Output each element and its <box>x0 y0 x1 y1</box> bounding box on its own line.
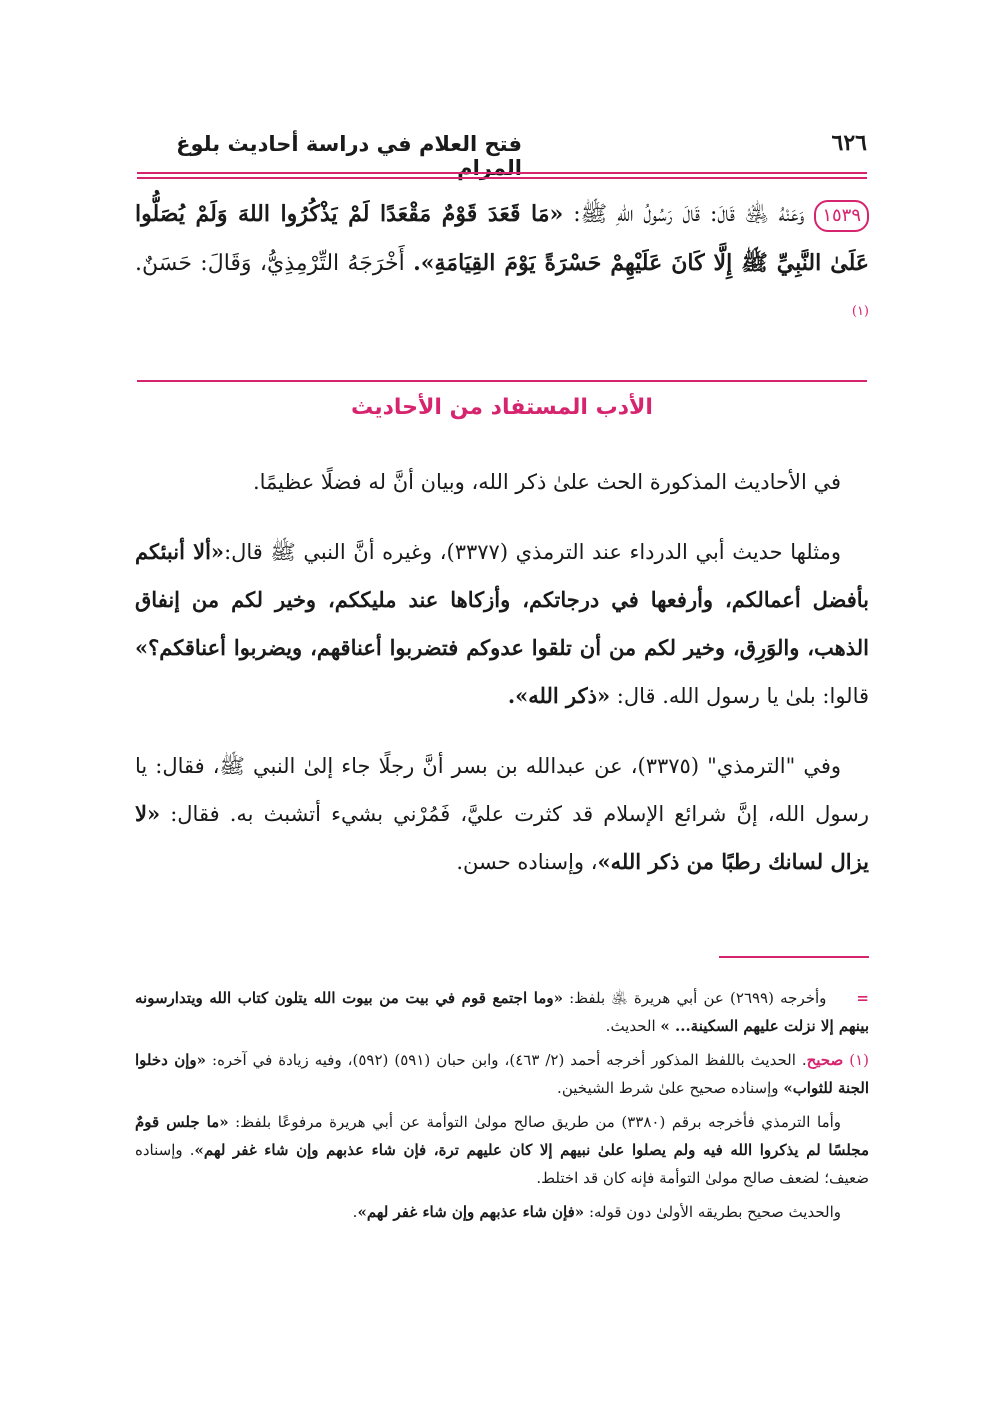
f2-end: . وإسناده ضعيف؛ لضعف صالح مولىٰ التوأمة فإنه كان قد اختلط. <box>135 1141 869 1187</box>
p2-answer: «ذكر الله». <box>507 683 611 708</box>
footnote-1-para-3 <box>135 1198 869 1226</box>
header-rule-bottom <box>137 177 867 179</box>
footnote-continuation <box>135 984 869 1040</box>
footnote-1 <box>135 1046 869 1102</box>
f3-end: . <box>352 1203 358 1221</box>
page-header <box>137 128 867 180</box>
footnote-ref-1[interactable]: (١) <box>851 304 869 319</box>
footnotes <box>135 984 869 1232</box>
f1-end: وإسناده صحيح علىٰ شرط الشيخين. <box>557 1079 784 1097</box>
hadith-matn: «مَا قَعَدَ قَوْمٌ مَقْعَدًا لَمْ يَذْكُرُوا اللهَ وَلَمْ يُصَلُّوا عَلَىٰ النَّبِيِّ ﷺ إِلَّا كَانَ عَلَيْهِمْ حَسْرَةً يَوْمَ القِيَامَةِ». <box>135 201 869 276</box>
f3-quote: «فإن شاء عذبهم وإن شاء غفر لهم» <box>357 1203 585 1221</box>
f1-text: . الحديث باللفظ المذكور أخرجه أحمد (٢/ ٤٦٣)، وابن حبان (٥٩١) (٥٩٢)، وفيه زيادة في آخره: <box>206 1051 807 1069</box>
f2-text: وأما الترمذي فأخرجه برقم (٣٣٨٠) من طريق صالح مولىٰ التوأمة عن أبي هريرة مرفوعًا بلفظ: <box>228 1113 842 1131</box>
paragraph-3 <box>135 742 869 886</box>
p2-quote: «ألا أنبئكم بأفضل أعمالكم، وأرفعها في درجاتكم، وأزكاها عند مليككم، وخير لكم من إنفاق الذهب، والوَرِق، وخير لكم من أن تلقوا عدوكم فتضربوا أعناقهم، ويضربوا أعناقكم؟» <box>135 539 869 660</box>
f3-text: والحديث صحيح بطريقه الأولىٰ دون قوله: <box>584 1203 841 1221</box>
cont-quote: «وما اجتمع قوم في بيت من بيوت الله يتلون كتاب الله ويتدارسونه بينهم إلا نزلت عليهم السكينة... » <box>135 989 869 1035</box>
body-text <box>135 458 869 908</box>
section-title: الأدب المستفاد من الأحاديث <box>351 395 653 420</box>
cont-text: وأخرجه (٢٦٩٩) عن أبي هريرة ﵁ بلفظ: <box>562 989 827 1007</box>
paragraph-2 <box>135 528 869 720</box>
p2-intro: ومثلها حديث أبي الدرداء عند الترمذي (٣٣٧٧)، وغيره أنَّ النبي ﷺ قال: <box>224 540 841 564</box>
p3-intro: وفي "الترمذي" (٣٣٧٥)، عن عبدالله بن بسر أنَّ رجلًا جاء إلىٰ النبي ﷺ، فقال: يا رسول الله، إنَّ شرائع الإسلام قد كثرت عليَّ، فَمُرْني بشيء أتشبث به. فقال: <box>135 754 869 826</box>
footnote-separator <box>719 956 869 958</box>
f2-quote: «ما جلس قومٌ مجلسًا لم يذكروا الله فيه ولم يصلوا علىٰ نبيهم إلا كان عليهم ترة، فإن شاء عذبهم وإن شاء غفر لهم» <box>135 1113 869 1159</box>
paragraph-1 <box>135 458 869 506</box>
running-title: فتح العلام في دراسة أحاديث بلوغ المرام <box>176 132 522 180</box>
page-number: ٦٢٦ <box>831 130 867 156</box>
hadith-block <box>135 190 869 341</box>
p3-quote: «لا يزال لسانك رطبًا من ذكر الله» <box>135 801 869 874</box>
p2-after: قالوا: بلىٰ يا رسول الله. قال: <box>610 684 869 708</box>
footnote-1-marker: (١) <box>849 1051 869 1069</box>
hadith-number-badge: ١٥٣٩ <box>814 200 869 232</box>
hadith-takhrij: أَخْرَجَهُ التِّرْمِذِيُّ، وَقَالَ: حَسَنٌ. <box>135 251 405 276</box>
continuation-marker: = <box>856 989 869 1007</box>
cont-end: الحديث. <box>605 1017 661 1035</box>
p3-end: ، وإسناده حسن. <box>456 850 598 874</box>
f1-quote: «وإن دخلوا الجنة للثواب» <box>135 1051 869 1097</box>
p1-text: في الأحاديث المذكورة الحث علىٰ ذكر الله، وبيان أنَّ له فضلًا عظيمًا. <box>252 470 841 494</box>
header-rule-top <box>137 172 867 174</box>
section-divider <box>137 380 867 382</box>
footnote-1-para-2 <box>135 1108 869 1192</box>
footnote-1-grade: صحيح <box>806 1051 844 1069</box>
hadith-intro: وَعَنْهُ ﵁ قَالَ: قَالَ رَسُولُ اللهِ ﷺ: <box>573 202 805 227</box>
